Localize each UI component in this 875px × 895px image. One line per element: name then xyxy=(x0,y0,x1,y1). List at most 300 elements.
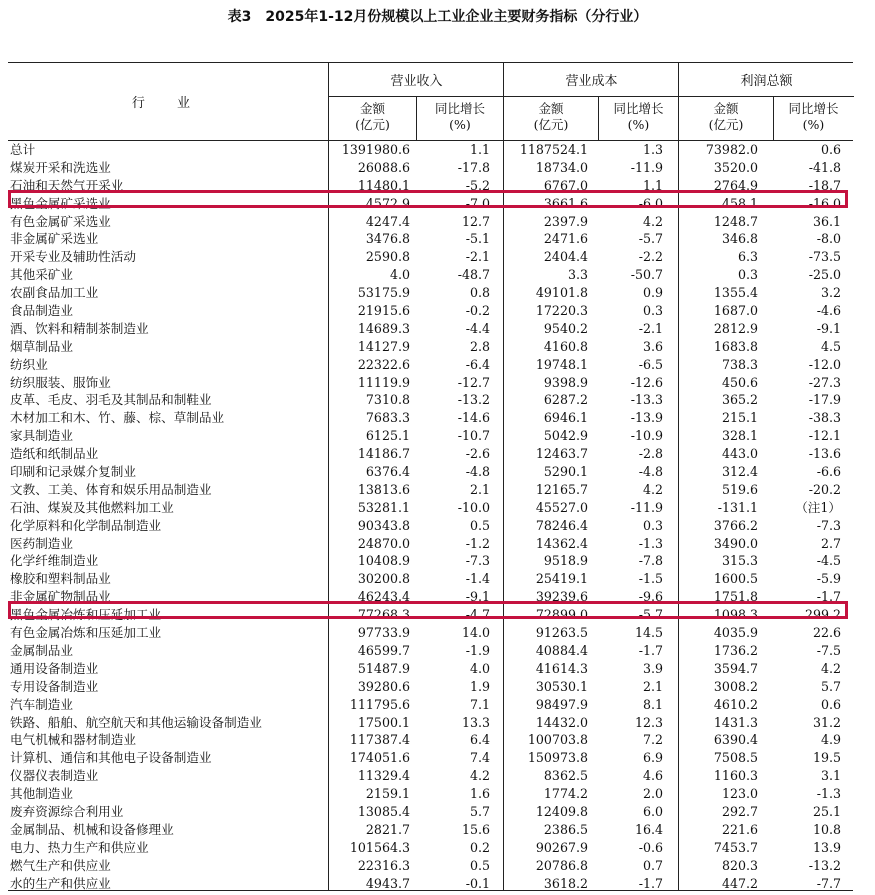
table-cell: -20.2 xyxy=(808,481,841,497)
table-cell: 97733.9 xyxy=(357,625,410,641)
table-title: 表3 2025年1-12月份规模以上工业企业主要财务指标（分行业） xyxy=(227,9,648,25)
table-cell: -13.6 xyxy=(808,446,841,462)
industry-name: 有色金属冶炼和压延加工业 xyxy=(10,625,162,641)
industry-name: 农副食品加工业 xyxy=(10,285,99,301)
table-cell: 53281.1 xyxy=(357,499,410,515)
industry-name: 废弃资源综合利用业 xyxy=(10,803,124,819)
table-cell: 4035.9 xyxy=(713,625,758,641)
table-cell: -5.7 xyxy=(638,607,663,623)
table-cell: 14186.7 xyxy=(357,446,410,462)
table-cell: 3490.0 xyxy=(713,535,758,551)
table-cell: -10.0 xyxy=(457,499,490,515)
industry-name: 皮革、毛皮、羽毛及其制品和制鞋业 xyxy=(10,392,212,408)
industry-name: 计算机、通信和其他电子设备制造业 xyxy=(10,750,212,766)
industry-name: 石油、煤炭及其他燃料加工业 xyxy=(10,499,174,515)
table-cell: 98497.9 xyxy=(535,696,588,712)
table-cell: -4.8 xyxy=(638,464,663,480)
table-cell: -12.7 xyxy=(457,374,490,390)
table-cell: 25.1 xyxy=(812,803,841,819)
table-cell: 5042.9 xyxy=(543,428,588,444)
table-cell: 7.4 xyxy=(469,750,490,766)
table-cell: 22.6 xyxy=(812,625,841,641)
table-cell: 0.8 xyxy=(469,285,490,301)
table-row xyxy=(8,714,853,732)
table-cell: 3618.2 xyxy=(543,875,588,891)
table-cell: -27.3 xyxy=(808,374,841,390)
table-cell: 1.6 xyxy=(469,786,490,802)
table-cell: 346.8 xyxy=(721,231,758,247)
table-cell: 0.9 xyxy=(642,285,663,301)
financial-table xyxy=(8,62,853,892)
table-row xyxy=(8,374,853,392)
table-cell: -73.5 xyxy=(808,249,841,265)
industry-name: 金属制品、机械和设备修理业 xyxy=(10,821,174,837)
table-cell: -4.4 xyxy=(465,320,490,336)
table-cell: 365.2 xyxy=(721,392,758,408)
table-cell: -7.5 xyxy=(816,642,841,658)
table-cell: 519.6 xyxy=(721,481,758,497)
table-cell: -1.3 xyxy=(638,535,663,551)
table-cell: 328.1 xyxy=(721,428,758,444)
table-cell: -9.1 xyxy=(465,589,490,605)
table-cell: 0.6 xyxy=(820,696,841,712)
table-cell: 1736.2 xyxy=(713,642,758,658)
table-cell: 46243.4 xyxy=(357,589,410,605)
table-cell: -131.1 xyxy=(717,499,758,515)
table-cell: 9540.2 xyxy=(543,320,588,336)
table-cell: 2386.5 xyxy=(543,821,588,837)
table-cell: -41.8 xyxy=(808,159,841,175)
table-cell: 4.0 xyxy=(389,267,410,283)
table-cell: 36.1 xyxy=(812,213,841,229)
table-cell: 2590.8 xyxy=(365,249,410,265)
table-cell: 6.0 xyxy=(642,803,663,819)
table-cell: 1683.8 xyxy=(713,338,758,354)
table-cell: -2.1 xyxy=(465,249,490,265)
table-cell: 1248.7 xyxy=(713,213,758,229)
table-cell: 450.6 xyxy=(721,374,758,390)
table-row xyxy=(8,248,853,266)
table-cell: 1774.2 xyxy=(543,786,588,802)
table-cell: 39280.6 xyxy=(357,678,410,694)
table-cell: 7508.5 xyxy=(713,750,758,766)
table-cell: -2.2 xyxy=(638,249,663,265)
table-cell: 4.2 xyxy=(642,481,663,497)
table-cell: 72899.0 xyxy=(535,607,588,623)
industry-name: 木材加工和木、竹、藤、棕、草制品业 xyxy=(10,410,225,426)
table-row xyxy=(8,481,853,499)
table-cell: 312.4 xyxy=(721,464,758,480)
table-cell: 24870.0 xyxy=(357,535,410,551)
industry-name: 文教、工美、体育和娱乐用品制造业 xyxy=(10,481,212,497)
table-cell: 4.0 xyxy=(469,660,490,676)
table-cell: 9398.9 xyxy=(543,374,588,390)
table-row xyxy=(8,177,853,195)
industry-name: 其他制造业 xyxy=(10,786,73,802)
table-cell: 18734.0 xyxy=(535,159,588,175)
column-divider xyxy=(678,139,679,891)
table-cell: 11119.9 xyxy=(357,374,410,390)
table-cell: 1187524.1 xyxy=(519,142,588,157)
industry-name: 总计 xyxy=(10,142,36,157)
table-row xyxy=(8,696,853,714)
table-cell: 443.0 xyxy=(721,446,758,462)
table-cell: -17.9 xyxy=(808,392,841,408)
industry-name: 其他采矿业 xyxy=(10,267,73,283)
industry-name: 非金属矿采选业 xyxy=(10,231,99,247)
table-cell: 458.1 xyxy=(721,195,758,211)
table-header xyxy=(8,62,853,141)
table-cell: 26088.6 xyxy=(357,159,410,175)
table-row xyxy=(8,320,853,338)
table-cell: 30200.8 xyxy=(357,571,410,587)
table-row xyxy=(8,803,853,821)
table-cell: 150973.8 xyxy=(527,750,588,766)
table-cell: -18.7 xyxy=(808,177,841,193)
table-cell: 91263.5 xyxy=(535,625,588,641)
industry-name: 有色金属矿采选业 xyxy=(10,213,111,229)
table-cell: 14689.3 xyxy=(357,320,410,336)
industry-name: 非金属矿物制品业 xyxy=(10,589,111,605)
table-cell: -50.7 xyxy=(630,267,663,283)
table-cell: 0.2 xyxy=(469,839,490,855)
table-cell: -25.0 xyxy=(808,267,841,283)
table-cell: -13.2 xyxy=(457,392,490,408)
table-cell: 14.5 xyxy=(634,625,663,641)
table-cell: 73982.0 xyxy=(705,142,758,157)
table-cell: 78246.4 xyxy=(535,517,588,533)
table-cell: -7.7 xyxy=(816,875,841,891)
table-row xyxy=(8,427,853,445)
table-row xyxy=(8,731,853,749)
industry-name: 汽车制造业 xyxy=(10,696,73,712)
table-cell: 0.5 xyxy=(469,857,490,873)
table-row xyxy=(8,141,853,159)
table-cell: 14432.0 xyxy=(535,714,588,730)
table-cell: 2.1 xyxy=(642,678,663,694)
table-cell: -2.8 xyxy=(638,446,663,462)
table-cell: 6125.1 xyxy=(365,428,410,444)
table-cell: 2397.9 xyxy=(543,213,588,229)
table-cell: 45527.0 xyxy=(535,499,588,515)
table-cell: 6376.4 xyxy=(365,464,410,480)
table-row xyxy=(8,266,853,284)
table-cell: 20786.8 xyxy=(535,857,588,873)
table-cell: -9.1 xyxy=(816,320,841,336)
table-cell: -4.5 xyxy=(816,553,841,569)
table-row xyxy=(8,642,853,660)
table-cell: 3594.7 xyxy=(713,660,758,676)
table-cell: 4610.2 xyxy=(713,696,758,712)
table-cell: 77268.3 xyxy=(357,607,410,623)
table-cell: -6.4 xyxy=(465,356,490,372)
table-cell: -1.7 xyxy=(816,589,841,605)
table-cell: 4.2 xyxy=(820,660,841,676)
table-cell: 13813.6 xyxy=(357,481,410,497)
profit-growth-header: 同比增长 (%) xyxy=(773,96,853,140)
table-cell: 10408.9 xyxy=(357,553,410,569)
table-cell: -2.6 xyxy=(465,446,490,462)
table-cell: -11.9 xyxy=(630,159,663,175)
table-cell: 1.1 xyxy=(469,142,490,157)
table-cell: 12463.7 xyxy=(535,446,588,462)
table-cell: -1.4 xyxy=(465,571,490,587)
table-row xyxy=(8,785,853,803)
table-cell: 7310.8 xyxy=(365,392,410,408)
table-cell: 2821.7 xyxy=(365,821,410,837)
table-cell: -5.2 xyxy=(465,177,490,193)
revenue-header: 营业收入 xyxy=(328,63,504,97)
table-cell: -38.3 xyxy=(808,410,841,426)
table-cell: -17.8 xyxy=(457,159,490,175)
table-cell: -10.7 xyxy=(457,428,490,444)
table-cell: 7.2 xyxy=(642,732,663,748)
table-cell: -1.7 xyxy=(638,642,663,658)
table-cell: 5290.1 xyxy=(543,464,588,480)
table-cell: -5.1 xyxy=(465,231,490,247)
table-cell: 0.3 xyxy=(642,303,663,319)
table-cell: 447.2 xyxy=(721,875,758,891)
table-cell: -5.9 xyxy=(816,571,841,587)
industry-header: 行 业 xyxy=(131,96,205,111)
industry-name: 家具制造业 xyxy=(10,428,73,444)
table-cell: -4.6 xyxy=(816,303,841,319)
table-cell: -16.0 xyxy=(808,195,841,211)
table-row xyxy=(8,749,853,767)
table-cell: 1600.5 xyxy=(713,571,758,587)
table-row xyxy=(8,624,853,642)
table-cell: -12.0 xyxy=(808,356,841,372)
table-cell: 39239.6 xyxy=(535,589,588,605)
table-cell: 738.3 xyxy=(721,356,758,372)
table-cell: 19.5 xyxy=(812,750,841,766)
table-cell: 13085.4 xyxy=(357,803,410,819)
table-cell: 49101.8 xyxy=(535,285,588,301)
table-cell: 8362.5 xyxy=(543,768,588,784)
table-cell: 4.9 xyxy=(820,732,841,748)
industry-name: 纺织服装、服饰业 xyxy=(10,374,111,390)
table-row xyxy=(8,535,853,553)
industry-name: 橡胶和塑料制品业 xyxy=(10,571,111,587)
cost-growth-header: 同比增长 (%) xyxy=(598,96,678,140)
industry-name: 仪器仪表制造业 xyxy=(10,768,99,784)
table-cell: 2404.4 xyxy=(543,249,588,265)
table-cell: 19748.1 xyxy=(535,356,588,372)
table-cell: -1.3 xyxy=(816,786,841,802)
table-cell: 315.3 xyxy=(721,553,758,569)
table-cell: 5.7 xyxy=(820,678,841,694)
industry-name: 石油和天然气开采业 xyxy=(10,177,124,193)
table-cell: 3008.2 xyxy=(713,678,758,694)
table-cell: 7.1 xyxy=(469,696,490,712)
table-cell: -7.3 xyxy=(465,553,490,569)
industry-name: 煤炭开采和洗选业 xyxy=(10,159,111,175)
table-cell: 3.1 xyxy=(820,768,841,784)
table-cell: 2.8 xyxy=(469,338,490,354)
table-cell: -0.2 xyxy=(465,303,490,319)
table-row xyxy=(8,678,853,696)
table-cell: -4.7 xyxy=(465,607,490,623)
table-row xyxy=(8,767,853,785)
table-cell: 3.9 xyxy=(642,660,663,676)
table-cell: 1160.3 xyxy=(713,768,758,784)
table-cell: 53175.9 xyxy=(357,285,410,301)
table-cell: 31.2 xyxy=(812,714,841,730)
industry-name: 医药制造业 xyxy=(10,535,73,551)
table-cell: 10.8 xyxy=(812,821,841,837)
table-cell: （注1） xyxy=(795,499,841,515)
table-cell: 123.0 xyxy=(721,786,758,802)
column-divider xyxy=(328,139,329,891)
table-cell: 5.7 xyxy=(469,803,490,819)
table-row xyxy=(8,857,853,875)
table-cell: 7683.3 xyxy=(365,410,410,426)
table-cell: 3661.6 xyxy=(543,195,588,211)
industry-name: 通用设备制造业 xyxy=(10,660,99,676)
table-cell: 12165.7 xyxy=(535,481,588,497)
table-row xyxy=(8,570,853,588)
table-cell: -14.6 xyxy=(457,410,490,426)
cost-header: 营业成本 xyxy=(503,63,679,97)
table-cell: 90343.8 xyxy=(357,517,410,533)
table-cell: 6.4 xyxy=(469,732,490,748)
industry-name: 水的生产和供应业 xyxy=(10,875,111,891)
table-cell: 12.7 xyxy=(461,213,490,229)
table-row xyxy=(8,463,853,481)
table-cell: 25419.1 xyxy=(535,571,588,587)
table-cell: 292.7 xyxy=(721,803,758,819)
table-cell: 4.2 xyxy=(469,768,490,784)
table-row xyxy=(8,839,853,857)
industry-name: 专用设备制造业 xyxy=(10,678,99,694)
table-cell: -1.5 xyxy=(638,571,663,587)
table-cell: 1.1 xyxy=(642,177,663,193)
table-cell: 1391980.6 xyxy=(341,142,410,157)
industry-name: 化学原料和化学制品制造业 xyxy=(10,517,162,533)
table-cell: -12.6 xyxy=(630,374,663,390)
industry-name: 纺织业 xyxy=(10,356,48,372)
table-cell: 0.3 xyxy=(737,267,758,283)
table-cell: 221.6 xyxy=(721,821,758,837)
table-cell: 4160.8 xyxy=(543,338,588,354)
table-cell: -10.9 xyxy=(630,428,663,444)
table-cell: 12409.8 xyxy=(535,803,588,819)
table-cell: 41614.3 xyxy=(535,660,588,676)
table-cell: 4.2 xyxy=(642,213,663,229)
table-cell: 0.3 xyxy=(642,517,663,533)
table-cell: 1751.8 xyxy=(713,589,758,605)
table-row xyxy=(8,195,853,213)
table-cell: 3766.2 xyxy=(713,517,758,533)
table-cell: -6.6 xyxy=(816,464,841,480)
table-cell: 12.3 xyxy=(634,714,663,730)
column-divider xyxy=(503,139,504,891)
table-cell: 2.7 xyxy=(820,535,841,551)
table-cell: -6.5 xyxy=(638,356,663,372)
table-cell: -5.7 xyxy=(638,231,663,247)
table-row xyxy=(8,445,853,463)
table-cell: 13.9 xyxy=(812,839,841,855)
table-row xyxy=(8,213,853,231)
table-cell: 46599.7 xyxy=(357,642,410,658)
cost-amount-header: 金额 (亿元) xyxy=(503,96,598,140)
industry-name: 烟草制品业 xyxy=(10,338,73,354)
table-cell: 100703.8 xyxy=(527,732,588,748)
table-row xyxy=(8,159,853,177)
table-cell: -1.2 xyxy=(465,535,490,551)
table-row xyxy=(8,606,853,624)
table-cell: 215.1 xyxy=(721,410,758,426)
table-cell: 7453.7 xyxy=(713,839,758,855)
industry-name: 酒、饮料和精制茶制造业 xyxy=(10,320,149,336)
table-cell: 4247.4 xyxy=(365,213,410,229)
profit-header: 利润总额 xyxy=(678,63,854,97)
table-cell: 2471.6 xyxy=(543,231,588,247)
table-cell: 3.2 xyxy=(820,285,841,301)
revenue-growth-header: 同比增长 (%) xyxy=(416,96,503,140)
table-cell: 0.6 xyxy=(820,142,841,157)
table-cell: 3.6 xyxy=(642,338,663,354)
table-cell: 3.3 xyxy=(567,267,588,283)
table-row xyxy=(8,660,853,678)
table-cell: 22322.6 xyxy=(357,356,410,372)
table-cell: 1.3 xyxy=(642,142,663,157)
table-cell: -6.0 xyxy=(638,195,663,211)
table-cell: 6.3 xyxy=(737,249,758,265)
table-cell: 17500.1 xyxy=(357,714,410,730)
table-bottom-rule xyxy=(8,890,853,891)
table-cell: -1.7 xyxy=(638,875,663,891)
table-cell: 174051.6 xyxy=(349,750,410,766)
table-row xyxy=(8,230,853,248)
table-cell: 117387.4 xyxy=(349,732,410,748)
table-cell: 2.0 xyxy=(642,786,663,802)
table-cell: -4.8 xyxy=(465,464,490,480)
table-cell: 4572.9 xyxy=(365,195,410,211)
table-cell: -7.8 xyxy=(638,553,663,569)
table-cell: 4.6 xyxy=(642,768,663,784)
industry-name: 开采专业及辅助性活动 xyxy=(10,249,136,265)
table-cell: 14127.9 xyxy=(357,338,410,354)
industry-name: 造纸和纸制品业 xyxy=(10,446,99,462)
table-cell: 2.1 xyxy=(469,481,490,497)
table-row xyxy=(8,552,853,570)
table-cell: 9518.9 xyxy=(543,553,588,569)
table-cell: -12.1 xyxy=(808,428,841,444)
table-cell: 2812.9 xyxy=(713,320,758,336)
industry-name: 电力、热力生产和供应业 xyxy=(10,839,149,855)
table-cell: 11480.1 xyxy=(357,177,410,193)
table-cell: 3520.0 xyxy=(713,159,758,175)
table-cell: -48.7 xyxy=(457,267,490,283)
industry-name: 黑色金属冶炼和压延加工业 xyxy=(10,607,162,623)
table-cell: 6287.2 xyxy=(543,392,588,408)
table-cell: 90267.9 xyxy=(535,839,588,855)
table-cell: -9.6 xyxy=(638,589,663,605)
table-cell: 21915.6 xyxy=(357,303,410,319)
revenue-amount-header: 金额 (亿元) xyxy=(328,96,416,140)
table-cell: 14.0 xyxy=(461,625,490,641)
table-cell: 0.5 xyxy=(469,517,490,533)
table-row xyxy=(8,391,853,409)
table-cell: 1098.3 xyxy=(713,607,758,623)
table-cell: 15.6 xyxy=(461,821,490,837)
table-row xyxy=(8,356,853,374)
table-cell: 22316.3 xyxy=(357,857,410,873)
table-cell: 0.7 xyxy=(642,857,663,873)
table-cell: 2159.1 xyxy=(365,786,410,802)
table-row xyxy=(8,821,853,839)
